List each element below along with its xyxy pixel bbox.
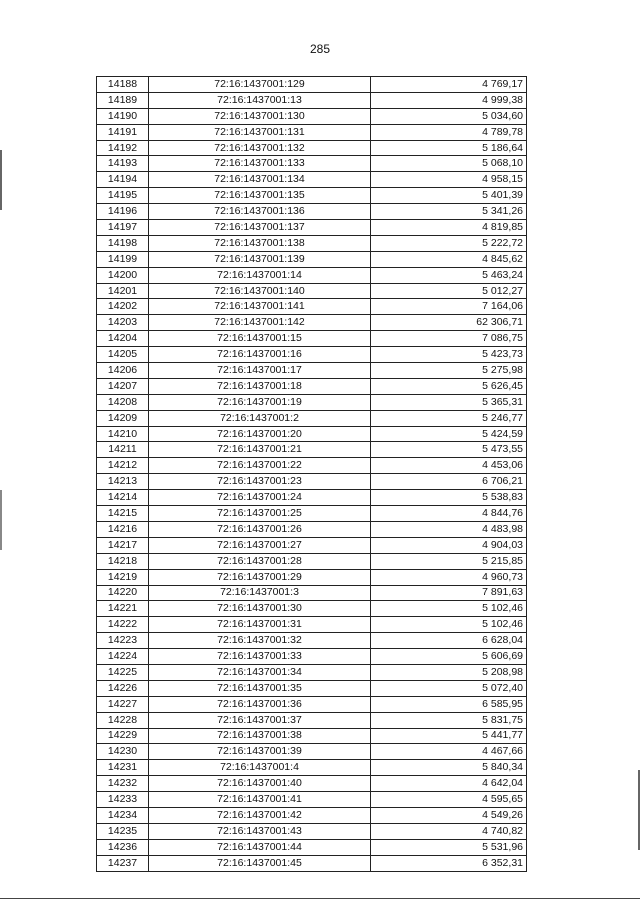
cadastral-number-cell: 72:16:1437001:4 bbox=[149, 760, 371, 776]
cadastral-number-cell: 72:16:1437001:23 bbox=[149, 474, 371, 490]
row-number-cell: 14195 bbox=[97, 188, 149, 204]
cadastral-number-cell: 72:16:1437001:19 bbox=[149, 394, 371, 410]
value-cell: 5 831,75 bbox=[371, 712, 527, 728]
value-cell: 5 246,77 bbox=[371, 410, 527, 426]
cadastral-number-cell: 72:16:1437001:135 bbox=[149, 188, 371, 204]
row-number-cell: 14217 bbox=[97, 537, 149, 553]
row-number-cell: 14193 bbox=[97, 156, 149, 172]
table-row bbox=[97, 251, 527, 267]
row-number-cell: 14207 bbox=[97, 378, 149, 394]
row-number-cell: 14228 bbox=[97, 712, 149, 728]
row-number-cell: 14202 bbox=[97, 299, 149, 315]
table-row bbox=[97, 490, 527, 506]
table-row bbox=[97, 823, 527, 839]
cadastral-number-cell: 72:16:1437001:35 bbox=[149, 680, 371, 696]
table-row bbox=[97, 521, 527, 537]
cadastral-number-cell: 72:16:1437001:31 bbox=[149, 617, 371, 633]
table-row bbox=[97, 617, 527, 633]
cadastral-number-cell: 72:16:1437001:30 bbox=[149, 601, 371, 617]
page-number: 285 bbox=[309, 42, 331, 56]
row-number-cell: 14194 bbox=[97, 172, 149, 188]
row-number-cell: 14200 bbox=[97, 267, 149, 283]
value-cell: 4 904,03 bbox=[371, 537, 527, 553]
table-row bbox=[97, 458, 527, 474]
row-number-cell: 14225 bbox=[97, 664, 149, 680]
cadastral-number-cell: 72:16:1437001:131 bbox=[149, 124, 371, 140]
row-number-cell: 14201 bbox=[97, 283, 149, 299]
table-row bbox=[97, 601, 527, 617]
row-number-cell: 14213 bbox=[97, 474, 149, 490]
cadastral-number-cell: 72:16:1437001:40 bbox=[149, 776, 371, 792]
value-cell: 4 960,73 bbox=[371, 569, 527, 585]
table-row bbox=[97, 807, 527, 823]
cadastral-number-cell: 72:16:1437001:133 bbox=[149, 156, 371, 172]
row-number-cell: 14215 bbox=[97, 506, 149, 522]
row-number-cell: 14236 bbox=[97, 839, 149, 855]
row-number-cell: 14196 bbox=[97, 204, 149, 220]
table-row bbox=[97, 220, 527, 236]
table-row bbox=[97, 267, 527, 283]
value-cell: 5 626,45 bbox=[371, 378, 527, 394]
value-cell: 5 538,83 bbox=[371, 490, 527, 506]
table-row bbox=[97, 283, 527, 299]
row-number-cell: 14204 bbox=[97, 331, 149, 347]
cadastral-number-cell: 72:16:1437001:43 bbox=[149, 823, 371, 839]
table-row bbox=[97, 299, 527, 315]
table-row bbox=[97, 363, 527, 379]
row-number-cell: 14203 bbox=[97, 315, 149, 331]
cadastral-number-cell: 72:16:1437001:38 bbox=[149, 728, 371, 744]
row-number-cell: 14188 bbox=[97, 77, 149, 93]
cadastral-number-cell: 72:16:1437001:29 bbox=[149, 569, 371, 585]
cadastral-number-cell: 72:16:1437001:16 bbox=[149, 347, 371, 363]
table-row bbox=[97, 172, 527, 188]
value-cell: 4 844,76 bbox=[371, 506, 527, 522]
cadastral-number-cell: 72:16:1437001:142 bbox=[149, 315, 371, 331]
table-row bbox=[97, 124, 527, 140]
row-number-cell: 14211 bbox=[97, 442, 149, 458]
table-row bbox=[97, 506, 527, 522]
table-row bbox=[97, 410, 527, 426]
cadastral-number-cell: 72:16:1437001:33 bbox=[149, 649, 371, 665]
scan-edge-mark bbox=[0, 150, 2, 210]
cadastral-number-cell: 72:16:1437001:39 bbox=[149, 744, 371, 760]
value-cell: 62 306,71 bbox=[371, 315, 527, 331]
value-cell: 4 789,78 bbox=[371, 124, 527, 140]
value-cell: 7 164,06 bbox=[371, 299, 527, 315]
cadastral-number-cell: 72:16:1437001:129 bbox=[149, 77, 371, 93]
row-number-cell: 14212 bbox=[97, 458, 149, 474]
row-number-cell: 14218 bbox=[97, 553, 149, 569]
cadastral-number-cell: 72:16:1437001:21 bbox=[149, 442, 371, 458]
cadastral-number-cell: 72:16:1437001:32 bbox=[149, 633, 371, 649]
row-number-cell: 14214 bbox=[97, 490, 149, 506]
table-row bbox=[97, 394, 527, 410]
value-cell: 4 769,17 bbox=[371, 77, 527, 93]
cadastral-number-cell: 72:16:1437001:44 bbox=[149, 839, 371, 855]
cadastral-number-cell: 72:16:1437001:22 bbox=[149, 458, 371, 474]
cadastral-number-cell: 72:16:1437001:41 bbox=[149, 792, 371, 808]
row-number-cell: 14206 bbox=[97, 363, 149, 379]
cadastral-number-cell: 72:16:1437001:45 bbox=[149, 855, 371, 871]
cadastral-number-cell: 72:16:1437001:132 bbox=[149, 140, 371, 156]
row-number-cell: 14210 bbox=[97, 426, 149, 442]
table-row bbox=[97, 664, 527, 680]
table-row bbox=[97, 474, 527, 490]
value-cell: 5 034,60 bbox=[371, 108, 527, 124]
value-cell: 5 424,59 bbox=[371, 426, 527, 442]
value-cell: 5 341,26 bbox=[371, 204, 527, 220]
cadastral-number-cell: 72:16:1437001:28 bbox=[149, 553, 371, 569]
value-cell: 5 012,27 bbox=[371, 283, 527, 299]
table-row bbox=[97, 537, 527, 553]
cadastral-number-cell: 72:16:1437001:136 bbox=[149, 204, 371, 220]
table-row bbox=[97, 744, 527, 760]
value-cell: 5 102,46 bbox=[371, 617, 527, 633]
table-row bbox=[97, 728, 527, 744]
table-row bbox=[97, 140, 527, 156]
cadastral-number-cell: 72:16:1437001:139 bbox=[149, 251, 371, 267]
table-row bbox=[97, 426, 527, 442]
value-cell: 6 706,21 bbox=[371, 474, 527, 490]
value-cell: 4 595,65 bbox=[371, 792, 527, 808]
cadastral-number-cell: 72:16:1437001:3 bbox=[149, 585, 371, 601]
cadastral-number-cell: 72:16:1437001:25 bbox=[149, 506, 371, 522]
value-cell: 6 585,95 bbox=[371, 696, 527, 712]
cadastral-number-cell: 72:16:1437001:134 bbox=[149, 172, 371, 188]
table-row bbox=[97, 649, 527, 665]
value-cell: 5 068,10 bbox=[371, 156, 527, 172]
row-number-cell: 14222 bbox=[97, 617, 149, 633]
cadastral-number-cell: 72:16:1437001:2 bbox=[149, 410, 371, 426]
value-cell: 6 628,04 bbox=[371, 633, 527, 649]
value-cell: 5 275,98 bbox=[371, 363, 527, 379]
value-cell: 5 840,34 bbox=[371, 760, 527, 776]
cadastral-number-cell: 72:16:1437001:27 bbox=[149, 537, 371, 553]
cadastral-number-cell: 72:16:1437001:26 bbox=[149, 521, 371, 537]
row-number-cell: 14199 bbox=[97, 251, 149, 267]
value-cell: 5 365,31 bbox=[371, 394, 527, 410]
table-row bbox=[97, 188, 527, 204]
row-number-cell: 14190 bbox=[97, 108, 149, 124]
cadastral-number-cell: 72:16:1437001:24 bbox=[149, 490, 371, 506]
value-cell: 4 958,15 bbox=[371, 172, 527, 188]
value-cell: 4 483,98 bbox=[371, 521, 527, 537]
row-number-cell: 14223 bbox=[97, 633, 149, 649]
row-number-cell: 14224 bbox=[97, 649, 149, 665]
table-row bbox=[97, 204, 527, 220]
row-number-cell: 14208 bbox=[97, 394, 149, 410]
row-number-cell: 14231 bbox=[97, 760, 149, 776]
cadastral-number-cell: 72:16:1437001:140 bbox=[149, 283, 371, 299]
row-number-cell: 14216 bbox=[97, 521, 149, 537]
value-cell: 5 215,85 bbox=[371, 553, 527, 569]
cadastral-number-cell: 72:16:1437001:14 bbox=[149, 267, 371, 283]
value-cell: 4 740,82 bbox=[371, 823, 527, 839]
row-number-cell: 14229 bbox=[97, 728, 149, 744]
row-number-cell: 14197 bbox=[97, 220, 149, 236]
row-number-cell: 14198 bbox=[97, 235, 149, 251]
value-cell: 4 549,26 bbox=[371, 807, 527, 823]
value-cell: 5 463,24 bbox=[371, 267, 527, 283]
table-row bbox=[97, 347, 527, 363]
row-number-cell: 14192 bbox=[97, 140, 149, 156]
cadastral-number-cell: 72:16:1437001:18 bbox=[149, 378, 371, 394]
cadastral-number-cell: 72:16:1437001:36 bbox=[149, 696, 371, 712]
value-cell: 5 222,72 bbox=[371, 235, 527, 251]
cadastral-number-cell: 72:16:1437001:13 bbox=[149, 92, 371, 108]
table-row bbox=[97, 855, 527, 871]
cadastral-number-cell: 72:16:1437001:15 bbox=[149, 331, 371, 347]
table-row bbox=[97, 696, 527, 712]
value-cell: 4 999,38 bbox=[371, 92, 527, 108]
cadastral-number-cell: 72:16:1437001:20 bbox=[149, 426, 371, 442]
cadastral-number-cell: 72:16:1437001:138 bbox=[149, 235, 371, 251]
table-row bbox=[97, 680, 527, 696]
row-number-cell: 14235 bbox=[97, 823, 149, 839]
value-cell: 4 845,62 bbox=[371, 251, 527, 267]
row-number-cell: 14209 bbox=[97, 410, 149, 426]
table-row bbox=[97, 792, 527, 808]
row-number-cell: 14226 bbox=[97, 680, 149, 696]
cadastral-value-table bbox=[96, 76, 527, 872]
table-row bbox=[97, 569, 527, 585]
cadastral-number-cell: 72:16:1437001:34 bbox=[149, 664, 371, 680]
scan-bottom-edge bbox=[0, 898, 640, 899]
row-number-cell: 14233 bbox=[97, 792, 149, 808]
table-row bbox=[97, 235, 527, 251]
scan-edge-mark bbox=[0, 490, 2, 550]
value-cell: 5 473,55 bbox=[371, 442, 527, 458]
table-row bbox=[97, 92, 527, 108]
value-cell: 5 531,96 bbox=[371, 839, 527, 855]
row-number-cell: 14189 bbox=[97, 92, 149, 108]
table-body bbox=[97, 77, 527, 872]
table-row bbox=[97, 378, 527, 394]
table-row bbox=[97, 633, 527, 649]
row-number-cell: 14205 bbox=[97, 347, 149, 363]
value-cell: 5 208,98 bbox=[371, 664, 527, 680]
row-number-cell: 14232 bbox=[97, 776, 149, 792]
row-number-cell: 14219 bbox=[97, 569, 149, 585]
cadastral-number-cell: 72:16:1437001:130 bbox=[149, 108, 371, 124]
table-row bbox=[97, 839, 527, 855]
table-row bbox=[97, 442, 527, 458]
value-cell: 5 072,40 bbox=[371, 680, 527, 696]
table-row bbox=[97, 315, 527, 331]
table-row bbox=[97, 712, 527, 728]
row-number-cell: 14191 bbox=[97, 124, 149, 140]
cadastral-number-cell: 72:16:1437001:37 bbox=[149, 712, 371, 728]
value-cell: 4 453,06 bbox=[371, 458, 527, 474]
row-number-cell: 14220 bbox=[97, 585, 149, 601]
value-cell: 5 102,46 bbox=[371, 601, 527, 617]
cadastral-number-cell: 72:16:1437001:17 bbox=[149, 363, 371, 379]
table-row bbox=[97, 156, 527, 172]
value-cell: 7 086,75 bbox=[371, 331, 527, 347]
row-number-cell: 14227 bbox=[97, 696, 149, 712]
table-row bbox=[97, 585, 527, 601]
value-cell: 5 401,39 bbox=[371, 188, 527, 204]
value-cell: 4 642,04 bbox=[371, 776, 527, 792]
value-cell: 5 186,64 bbox=[371, 140, 527, 156]
value-cell: 4 467,66 bbox=[371, 744, 527, 760]
table-row bbox=[97, 331, 527, 347]
table-row bbox=[97, 553, 527, 569]
table-row bbox=[97, 776, 527, 792]
row-number-cell: 14230 bbox=[97, 744, 149, 760]
table-row bbox=[97, 760, 527, 776]
table-row bbox=[97, 77, 527, 93]
cadastral-number-cell: 72:16:1437001:141 bbox=[149, 299, 371, 315]
value-cell: 5 606,69 bbox=[371, 649, 527, 665]
row-number-cell: 14221 bbox=[97, 601, 149, 617]
row-number-cell: 14237 bbox=[97, 855, 149, 871]
cadastral-number-cell: 72:16:1437001:42 bbox=[149, 807, 371, 823]
cadastral-number-cell: 72:16:1437001:137 bbox=[149, 220, 371, 236]
table-row bbox=[97, 108, 527, 124]
value-cell: 7 891,63 bbox=[371, 585, 527, 601]
value-cell: 5 423,73 bbox=[371, 347, 527, 363]
value-cell: 4 819,85 bbox=[371, 220, 527, 236]
value-cell: 5 441,77 bbox=[371, 728, 527, 744]
value-cell: 6 352,31 bbox=[371, 855, 527, 871]
row-number-cell: 14234 bbox=[97, 807, 149, 823]
